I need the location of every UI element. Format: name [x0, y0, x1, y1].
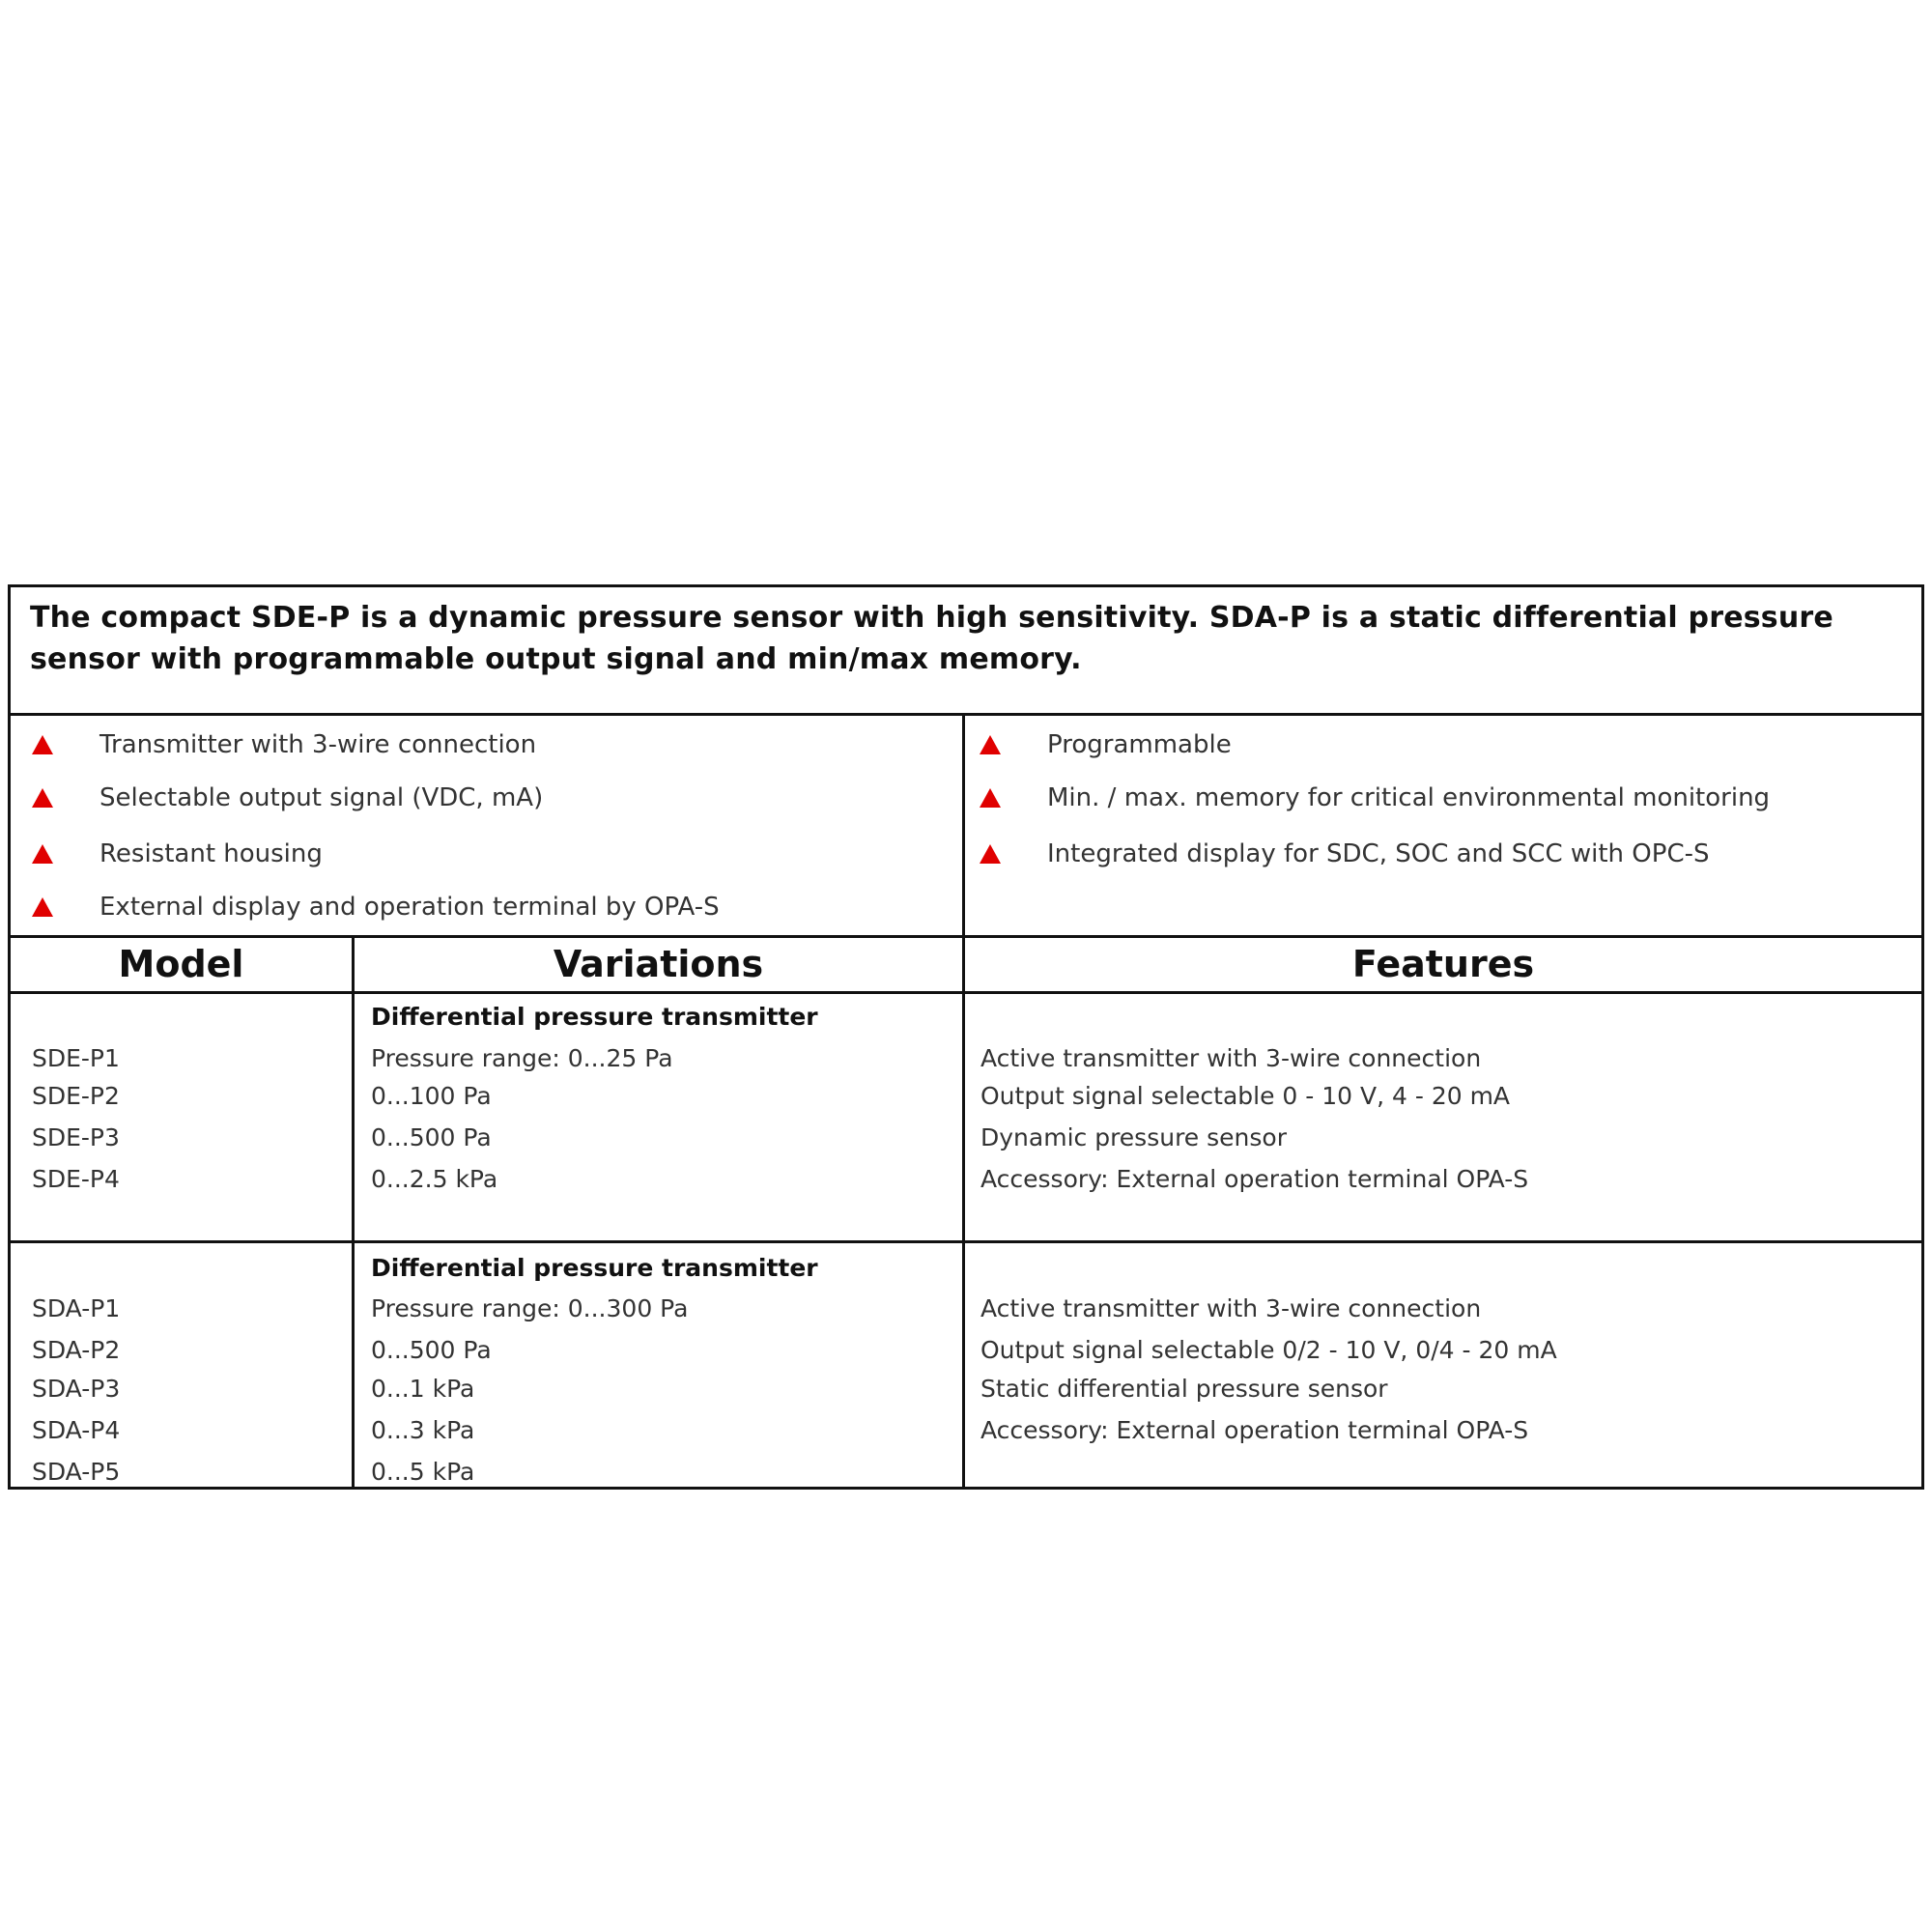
red-triangle-icon — [980, 788, 1001, 808]
column-divider — [962, 935, 965, 1490]
divider — [962, 713, 965, 935]
bullet-item — [980, 835, 1709, 873]
feature-cell: Output signal selectable 0/2 - 10 V, 0/4 - 20 mA — [980, 1336, 1557, 1364]
red-triangle-icon — [980, 735, 1001, 754]
model-cell: SDA-P1 — [32, 1294, 121, 1322]
variation-cell: 0...3 kPa — [371, 1416, 475, 1444]
model-cell: SDA-P3 — [32, 1375, 121, 1403]
divider — [11, 713, 1921, 716]
model-cell: SDE-P2 — [32, 1082, 120, 1110]
red-triangle-icon — [32, 844, 53, 864]
header-model: Model — [118, 943, 244, 985]
divider — [11, 935, 1921, 938]
model-cell: SDE-P1 — [32, 1044, 120, 1072]
feature-cell: Accessory: External operation terminal OPA-S — [980, 1165, 1529, 1193]
red-triangle-icon — [32, 788, 53, 808]
feature-cell: Static differential pressure sensor — [980, 1375, 1388, 1403]
divider — [11, 1240, 1921, 1243]
model-cell: SDE-P3 — [32, 1123, 120, 1151]
model-cell: SDE-P4 — [32, 1165, 120, 1193]
model-cell: SDA-P4 — [32, 1416, 121, 1444]
variation-cell: 0...100 Pa — [371, 1082, 492, 1110]
header-features: Features — [1351, 943, 1535, 985]
bullet-text: Integrated display for SDC, SOC and SCC with OPC-S — [1047, 839, 1710, 868]
model-cell: SDA-P2 — [32, 1336, 121, 1364]
product-datasheet-table — [8, 584, 1924, 1490]
column-divider — [352, 935, 355, 1490]
feature-cell: Active transmitter with 3-wire connection — [980, 1294, 1482, 1322]
bullet-text: Transmitter with 3-wire connection — [99, 730, 537, 759]
bullet-text: Min. / max. memory for critical environmental monitoring — [1047, 783, 1771, 812]
feature-cell: Output signal selectable 0 - 10 V, 4 - 20 mA — [980, 1082, 1511, 1110]
bullet-item — [32, 888, 720, 926]
bullet-item — [980, 779, 1770, 817]
bullet-item — [980, 725, 1232, 764]
header-variations: Variations — [553, 943, 764, 985]
variation-cell: 0...500 Pa — [371, 1336, 492, 1364]
bullet-item — [32, 725, 536, 764]
variation-cell: Pressure range: 0...300 Pa — [371, 1294, 689, 1322]
bullet-text: External display and operation terminal by OPA-S — [99, 893, 720, 922]
feature-cell: Dynamic pressure sensor — [980, 1123, 1287, 1151]
red-triangle-icon — [32, 897, 53, 917]
variation-cell: 0...1 kPa — [371, 1375, 475, 1403]
bullet-text: Resistant housing — [99, 839, 323, 868]
red-triangle-icon — [980, 844, 1001, 864]
intro-text: The compact SDE-P is a dynamic pressure sensor with high sensitivity. SDA-P is a static differential pressure sensor with programmable output signal and min/max memory. — [30, 601, 1833, 676]
feature-cell: Active transmitter with 3-wire connection — [980, 1044, 1482, 1072]
variation-title: Differential pressure transmitter — [371, 1254, 818, 1282]
variation-cell: Pressure range: 0...25 Pa — [371, 1044, 673, 1072]
variation-cell: 0...5 kPa — [371, 1458, 475, 1486]
bullet-text: Programmable — [1047, 730, 1232, 759]
red-triangle-icon — [32, 735, 53, 754]
divider — [11, 991, 1921, 994]
bullet-item — [32, 835, 323, 873]
variation-cell: 0...2.5 kPa — [371, 1165, 498, 1193]
bullet-text: Selectable output signal (VDC, mA) — [99, 783, 544, 812]
model-cell: SDA-P5 — [32, 1458, 121, 1486]
bullet-item — [32, 779, 543, 817]
feature-cell: Accessory: External operation terminal OPA-S — [980, 1416, 1529, 1444]
variation-title: Differential pressure transmitter — [371, 1003, 818, 1031]
variation-cell: 0...500 Pa — [371, 1123, 492, 1151]
